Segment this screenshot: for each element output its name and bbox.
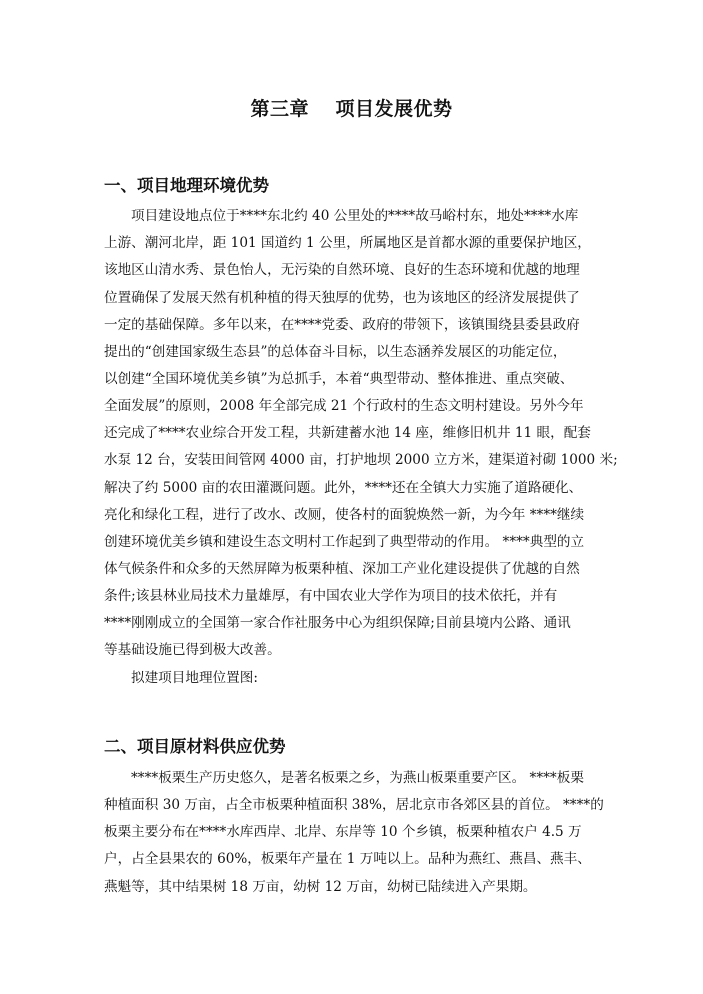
paragraph-line: 还完成了****农业综合开发工程，共新建蓄水池 14 座，维修旧机井 11 眼，配套 — [104, 425, 591, 441]
section-heading-geography: 一、项目地理环境优势 — [104, 176, 269, 195]
paragraph-line: 等基础设施已得到极大改善。 — [104, 642, 281, 658]
paragraph-line: 燕魁等，其中结果树 18 万亩，幼树 12 万亩，幼树已陆续进入产果期。 — [104, 879, 537, 895]
paragraph-line: ****板栗生产历史悠久，是著名板栗之乡，为燕山板栗重要产区。 ****板栗 — [131, 770, 584, 786]
paragraph-line: 条件;该县林业局技术力量雄厚，有中国农业大学作为项目的技术依托，并有 — [104, 588, 558, 604]
figure-caption-line: 拟建项目地理位置图: — [131, 670, 258, 686]
paragraph-line: 水泵 12 台，安装田间管网 4000 亩，打护地坝 2000 立方米，建渠道衬砌 1000 米; — [104, 452, 618, 468]
paragraph-line: 体气候条件和众多的天然屏障为板栗种植、深加工产业化建设提供了优越的自然 — [104, 561, 580, 577]
paragraph-line: 位置确保了发展天然有机种植的得天独厚的优势，也为该地区的经济发展提供了 — [104, 290, 580, 306]
paragraph-line: 解决了约 5000 亩的农田灌溉问题。此外，****还在全镇大力实施了道路硬化、 — [104, 480, 583, 496]
paragraph-line: 该地区山清水秀、景色怡人，无污染的自然环境、良好的生态环境和优越的地理 — [104, 262, 580, 278]
paragraph-line: 种植面积 30 万亩，占全市板栗种植面积 38%，居北京市各郊区县的首位。 ****的 — [104, 797, 604, 813]
chapter-title: 第三章 项目发展优势 — [250, 98, 453, 120]
paragraph-line: 全面发展”的原则，2008 年全部完成 21 个行政村的生态文明村建设。另外今年 — [104, 398, 584, 414]
paragraph-line: 上游、潮河北岸，距 101 国道约 1 公里，所属地区是首都水源的重要保护地区， — [104, 235, 591, 251]
paragraph-line: 项目建设地点位于****东北约 40 公里处的****故马峪村东，地处****水库 — [131, 208, 579, 224]
paragraph-line: ****刚刚成立的全国第一家合作社服务中心为组织保障;目前县境内公路、通讯 — [104, 615, 571, 631]
paragraph-line: 亮化和绿化工程，进行了改水、改厕，使各村的面貌焕然一新，为今年 ****继续 — [104, 507, 585, 523]
paragraph-line: 提出的“创建国家级生态县”的总体奋斗目标，以生态涵养发展区的功能定位， — [104, 344, 567, 360]
paragraph-line: 户，占全县果农的 60%，板栗年产量在 1 万吨以上。品种为燕红、燕昌、燕丰、 — [104, 851, 591, 867]
paragraph-line: 以创建“全国环境优美乡镇”为总抓手，本着“典型带动、整体推进、重点突破、 — [104, 371, 574, 387]
paragraph-line: 一定的基础保障。多年以来，在****党委、政府的带领下，该镇围绕县委县政府 — [104, 317, 580, 333]
section-heading-raw-materials: 二、项目原材料供应优势 — [104, 737, 286, 756]
paragraph-line: 板栗主要分布在****水库西岸、北岸、东岸等 10 个乡镇，板栗种植农户 4.5 万 — [104, 824, 582, 840]
paragraph-line: 创建环境优美乡镇和建设生态文明村工作起到了典型带动的作用。 ****典型的立 — [104, 534, 585, 550]
